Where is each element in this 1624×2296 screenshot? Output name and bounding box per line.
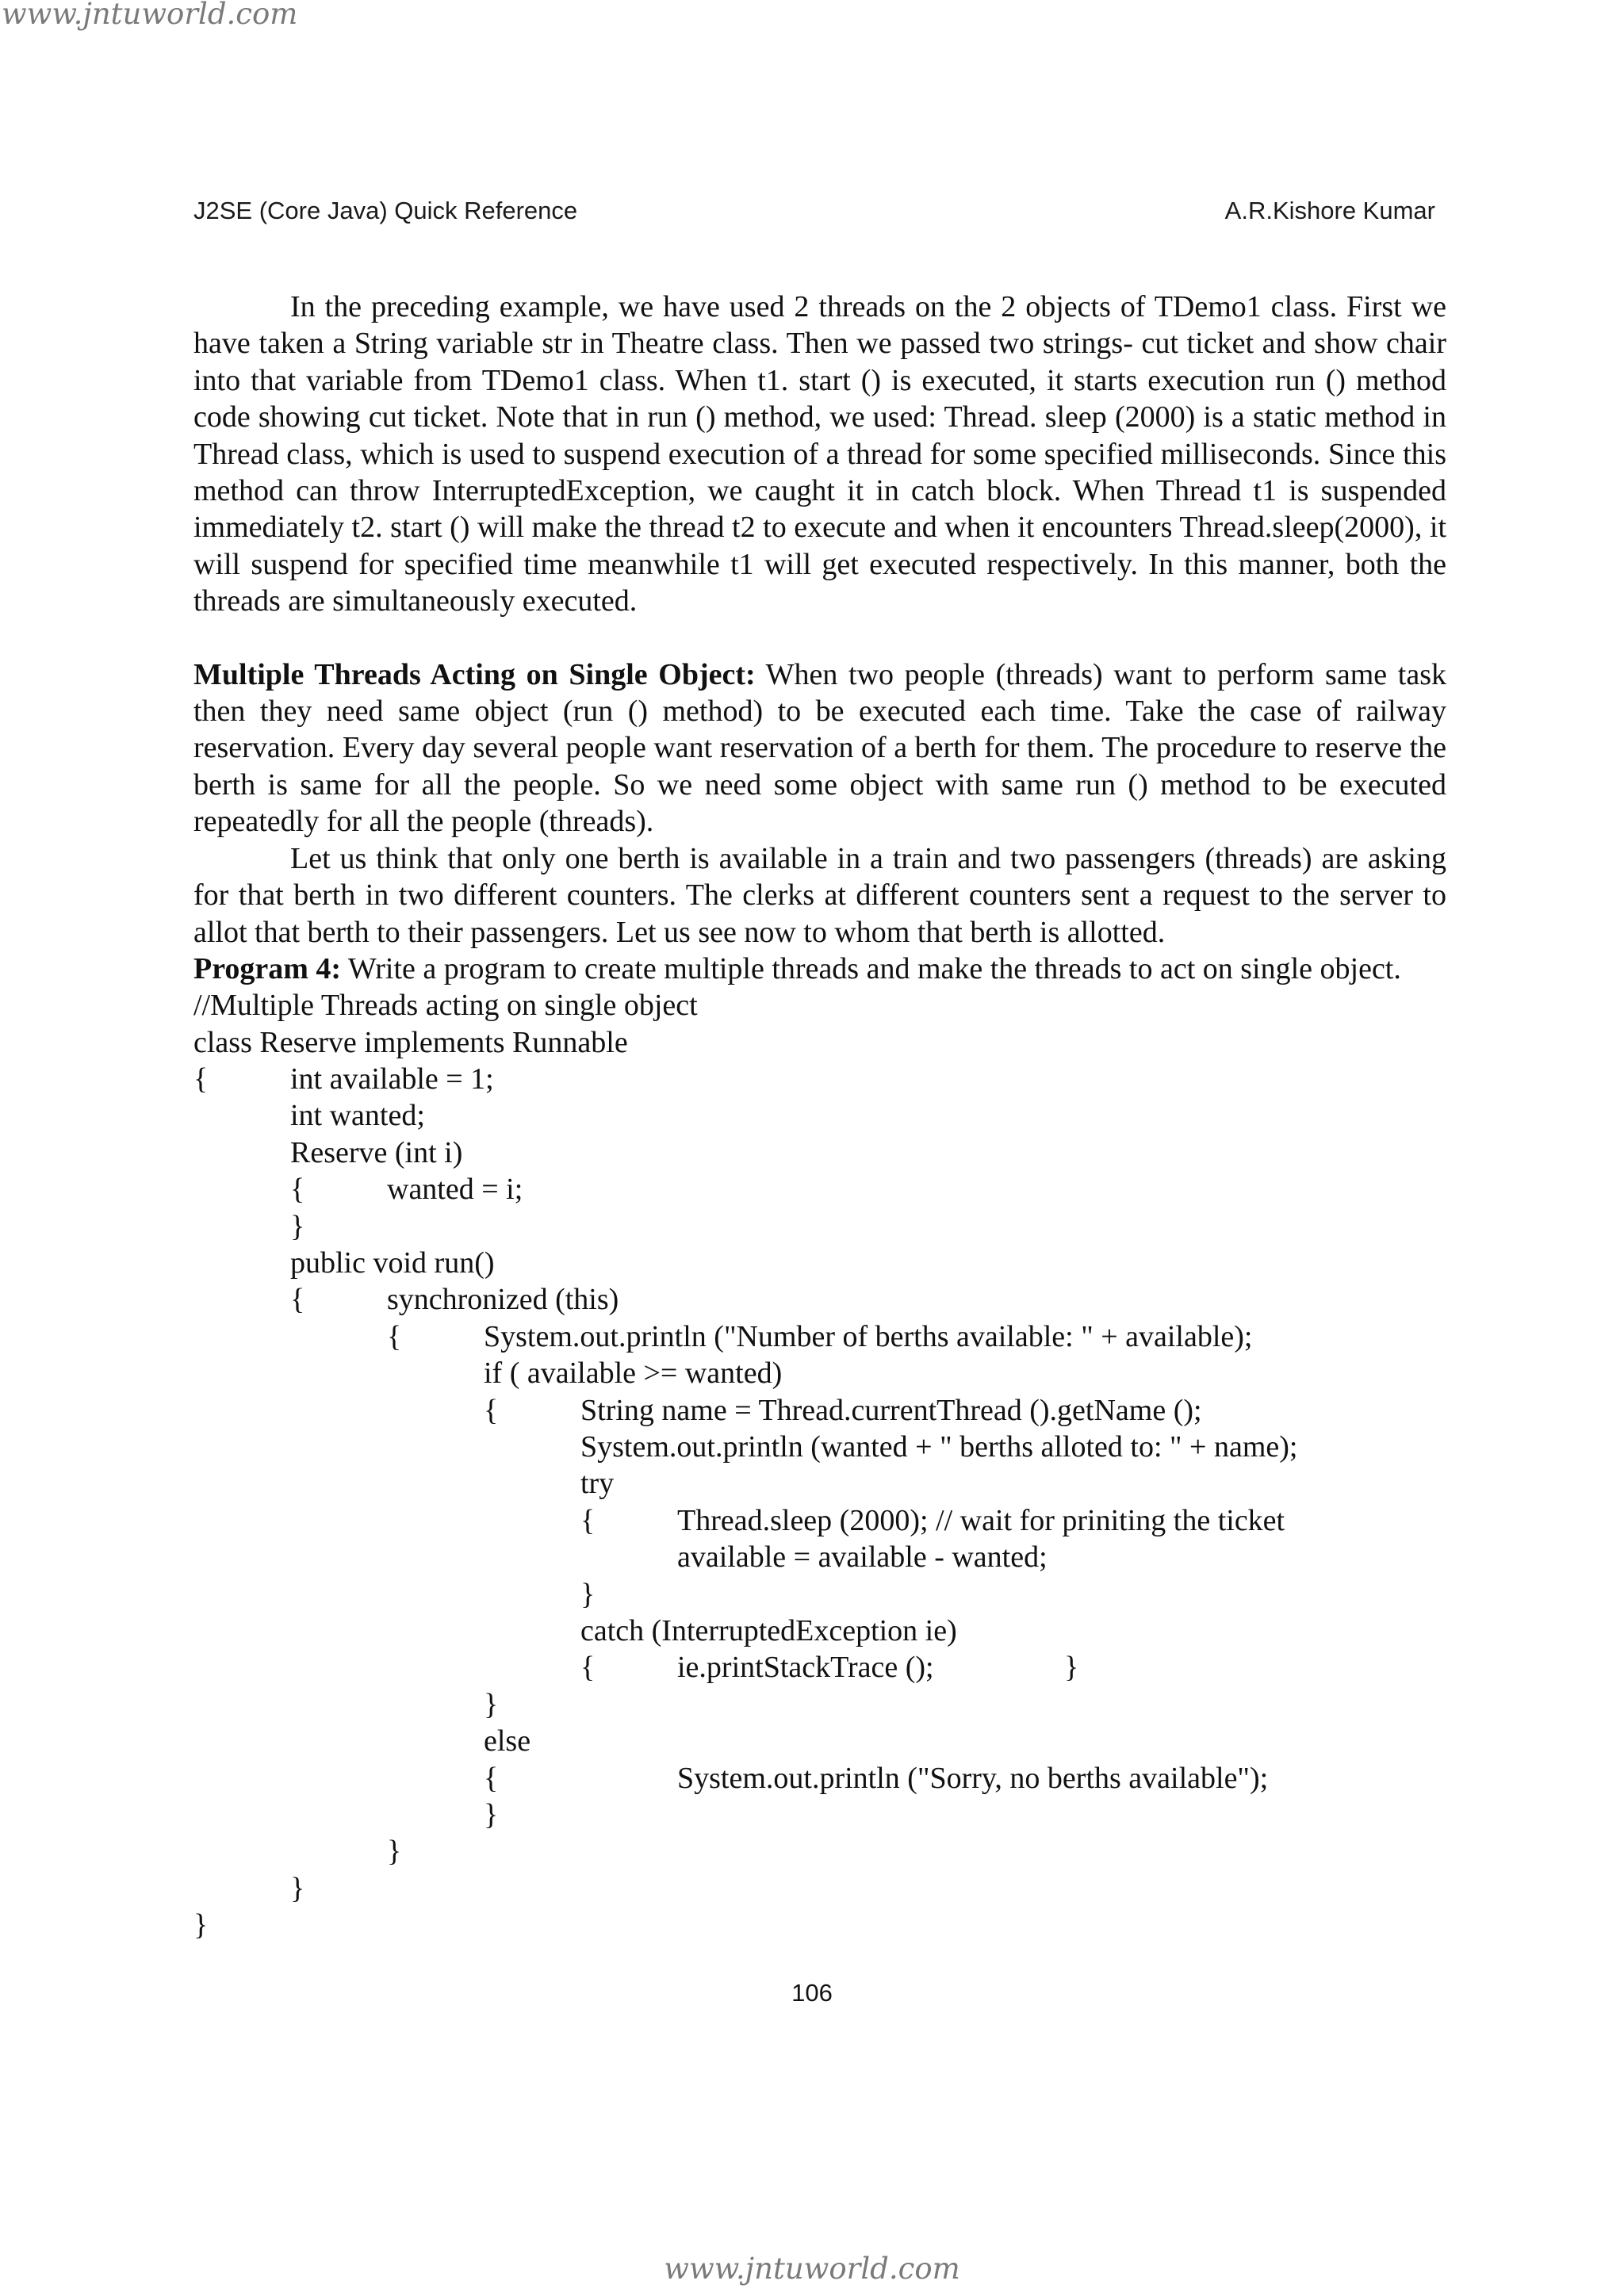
code-line: [193, 1024, 1446, 1061]
code-text: available = available - wanted;: [677, 1540, 1048, 1575]
header-author: A.R.Kishore Kumar: [1224, 197, 1435, 224]
code-brace: }: [484, 1797, 499, 1831]
code-comment: //Multiple Threads acting on single object: [193, 989, 698, 1023]
code-brace: }: [290, 1871, 305, 1905]
code-line: [193, 1576, 1446, 1613]
code-text: else: [484, 1724, 531, 1758]
code-text: wanted = i;: [387, 1173, 523, 1207]
code-line: [193, 1465, 1446, 1502]
code-line: [193, 1723, 1446, 1759]
code-brace: }: [1064, 1651, 1079, 1685]
code-line: [193, 1318, 1446, 1355]
code-line: [193, 1649, 1446, 1686]
page-content: [193, 289, 1446, 1943]
code-line: [193, 1760, 1446, 1797]
code-brace: }: [290, 1209, 305, 1243]
paragraph-program: [193, 951, 1446, 987]
code-brace: {: [290, 1283, 305, 1317]
code-brace: {: [484, 1393, 499, 1427]
code-listing: [193, 987, 1446, 1943]
code-brace: }: [387, 1835, 402, 1869]
code-line: [193, 1686, 1446, 1723]
code-line: [193, 1171, 1446, 1207]
code-line: [193, 1833, 1446, 1869]
code-brace: {: [290, 1173, 305, 1207]
code-line: [193, 1797, 1446, 1833]
watermark-bottom: www.jntuworld.com: [664, 2252, 960, 2286]
code-text: class Reserve implements Runnable: [193, 1025, 628, 1059]
code-line: [193, 1429, 1446, 1465]
code-text: Reserve (int i): [290, 1135, 463, 1169]
program-label: Program 4:: [193, 951, 342, 985]
code-line: [193, 1502, 1446, 1539]
code-brace: {: [193, 1062, 209, 1096]
code-line: [193, 1208, 1446, 1245]
header-title: J2SE (Core Java) Quick Reference: [193, 197, 578, 224]
code-line: [193, 1539, 1446, 1575]
code-text: int available = 1;: [290, 1062, 494, 1096]
watermark-top: www.jntuworld.com: [2, 0, 298, 31]
code-text: Thread.sleep (2000); // wait for priniting the ticket: [677, 1503, 1285, 1537]
code-line: [193, 1907, 1446, 1943]
code-brace: }: [193, 1908, 209, 1942]
code-line: [193, 1355, 1446, 1391]
code-brace: {: [387, 1319, 402, 1353]
code-brace: }: [484, 1687, 499, 1721]
code-text: String name = Thread.currentThread ().getName ();: [580, 1393, 1202, 1427]
code-line: [193, 1392, 1446, 1429]
code-text: try: [580, 1467, 615, 1501]
page-number: 106: [791, 1979, 833, 2007]
code-line: [193, 1281, 1446, 1318]
code-text: int wanted;: [290, 1099, 425, 1133]
code-line: [193, 1097, 1446, 1134]
code-line: [193, 1135, 1446, 1171]
code-text: if ( available >= wanted): [484, 1357, 783, 1391]
paragraph-multiple-threads: [193, 656, 1446, 840]
code-brace: {: [580, 1503, 596, 1537]
code-text: synchronized (this): [387, 1283, 619, 1317]
code-text: ie.printStackTrace ();: [677, 1651, 934, 1685]
paragraph-intro: In the preceding example, we have used 2 threads on the 2 objects of TDemo1 class. First we have taken a String variable str in Theatre class. Then we passed two strings- cut ticket and show chair into that variable from TDemo1 class. When t1. start () is executed, it starts execution run () method code showing cut ticket. Note that in run () method, we used: Thread. sleep (2000) is a static method in Thread class, which is used to suspend execution of a thread for some specified milliseconds. Since this method can throw InterruptedException, we caught it in catch block. When Thread t1 is suspended immediately t2. start () will make the thread t2 to execute and when it encounters Thread.sleep(2000), it will suspend for specified time meanwhile t1 will get executed respectively. In this manner, both the threads are simultaneously executed.: [193, 290, 1446, 618]
section-heading: Multiple Threads Acting on Single Object:: [193, 657, 756, 691]
code-brace: {: [484, 1761, 499, 1795]
code-text: System.out.println (wanted + " berths alloted to: " + name);: [580, 1430, 1298, 1464]
code-text: System.out.println ("Sorry, no berths available");: [677, 1761, 1269, 1795]
code-text: catch (InterruptedException ie): [580, 1613, 957, 1647]
code-line: [193, 1870, 1446, 1907]
code-brace: }: [580, 1577, 596, 1611]
code-text: System.out.println ("Number of berths available: " + available);: [484, 1319, 1253, 1353]
code-line: [193, 987, 1446, 1024]
code-line: [193, 1061, 1446, 1097]
program-text: Write a program to create multiple threads and make the threads to act on single object.: [341, 951, 1401, 985]
code-text: public void run(): [290, 1246, 495, 1280]
code-line: [193, 1245, 1446, 1281]
code-line: [193, 1613, 1446, 1649]
paragraph-gap: [193, 620, 1446, 656]
paragraph-berth: Let us think that only one berth is available in a train and two passengers (threads) are asking for that berth in two different counters. The clerks at different counters sent a request to the server to allot that berth to their passengers. Let us see now to whom that berth is allotted.: [193, 841, 1446, 949]
section-text: When two people (threads) want to perform same task then they need same object (run () method) to be executed each time. Take the case of railway reservation. Every day several people want reservation of a berth for them. The procedure to reserve the berth is same for all the people. So we need some object with same run () method to be executed repeatedly for all the people (threads).: [193, 657, 1446, 839]
code-brace: {: [580, 1651, 596, 1685]
